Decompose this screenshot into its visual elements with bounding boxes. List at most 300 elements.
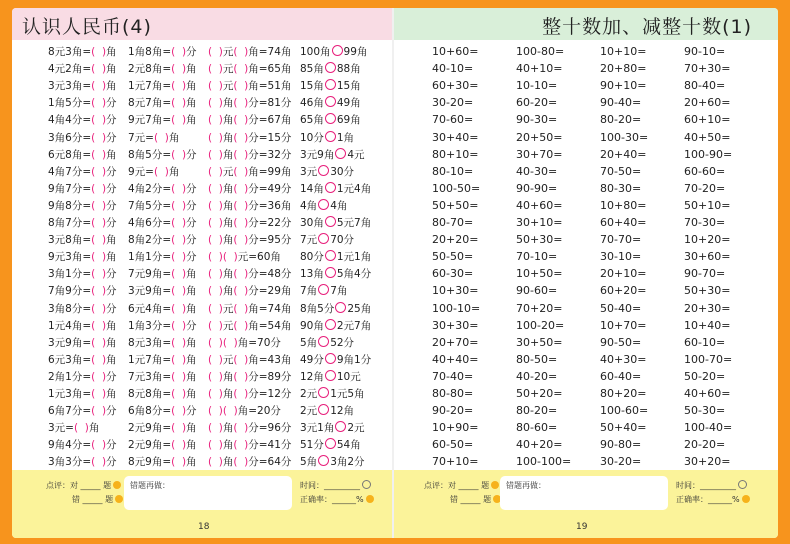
compare-circle-blank[interactable] [332, 45, 343, 56]
left-exercise-cell[interactable]: 15角 15角 [300, 80, 361, 93]
right-exercise-cell[interactable]: 30+10= [516, 216, 563, 229]
right-exercise-cell[interactable]: 100-70= [684, 352, 733, 366]
left-exercise-cell[interactable]: ( )( )角=20分 [208, 405, 281, 418]
right-exercise-cell[interactable]: 10+80= [600, 198, 647, 212]
answer-blank[interactable]: ( ) [233, 234, 249, 247]
answer-blank[interactable]: ( ) [171, 217, 187, 229]
answer-blank[interactable]: ( ) [171, 388, 187, 400]
left-exercise-cell[interactable]: 7元3角=( )角 [128, 370, 197, 383]
answer-blank[interactable]: ( ) [208, 422, 223, 435]
answer-blank[interactable]: ( ) [91, 405, 107, 418]
left-exercise-cell[interactable]: 7角5分=( )分 [128, 199, 197, 212]
left-exercise-cell[interactable]: 6角8分=( )分 [128, 405, 197, 418]
answer-blank[interactable]: ( ) [233, 114, 249, 127]
left-exercise-cell[interactable]: 3元9角=( )角 [48, 336, 117, 349]
right-exercise-cell[interactable]: 30-20= [600, 455, 642, 469]
left-exercise-cell[interactable]: 3角3分=( )分 [48, 456, 117, 469]
left-exercise-cell[interactable]: 4角4分=( )分 [48, 114, 117, 127]
left-exercise-cell[interactable]: 49分 9角1分 [300, 353, 372, 366]
answer-blank[interactable]: ( ) [171, 234, 187, 247]
left-exercise-cell[interactable]: 8元9角=( )角 [128, 456, 197, 469]
answer-blank[interactable]: ( ) [208, 439, 223, 452]
left-exercise-cell[interactable]: ( )角( )分=96分 [208, 422, 292, 435]
left-exercise-cell[interactable]: 46角 49角 [300, 97, 361, 110]
right-exercise-cell[interactable]: 40+20= [516, 438, 563, 452]
left-redo-box[interactable]: 错题再做： [124, 476, 292, 510]
left-exercise-cell[interactable]: ( )角( )分=81分 [208, 97, 292, 110]
answer-blank[interactable]: ( ) [91, 251, 107, 264]
answer-blank[interactable]: ( ) [171, 405, 187, 418]
answer-blank[interactable]: ( ) [233, 302, 249, 315]
right-exercise-cell[interactable]: 10-10= [516, 79, 558, 93]
left-exercise-cell[interactable]: 8元3角=( )角 [128, 336, 197, 349]
right-exercise-cell[interactable]: 60+30= [432, 79, 479, 93]
right-exercise-cell[interactable]: 60-60= [684, 164, 726, 178]
left-exercise-cell[interactable]: 3元=( )角 [48, 422, 100, 435]
answer-blank[interactable]: ( ) [91, 302, 107, 315]
left-exercise-cell[interactable]: ( )元( )角=74角 [208, 46, 292, 58]
answer-blank[interactable]: ( ) [233, 148, 249, 161]
right-exercise-cell[interactable]: 80-40= [684, 79, 726, 93]
left-exercise-cell[interactable]: 7元9角=( )角 [128, 268, 197, 281]
right-exercise-cell[interactable]: 40-20= [516, 369, 558, 383]
answer-blank[interactable]: ( ) [208, 199, 223, 212]
right-exercise-cell[interactable]: 40+10= [516, 62, 563, 76]
left-exercise-cell[interactable]: 9元3角=( )角 [48, 251, 117, 264]
left-exercise-cell[interactable]: ( )角( )分=15分 [208, 131, 292, 144]
right-exercise-cell[interactable]: 100-30= [600, 130, 649, 144]
left-exercise-cell[interactable]: 2元9角=( )角 [128, 422, 197, 435]
left-exercise-cell[interactable]: ( )角( )分=48分 [208, 268, 292, 281]
right-exercise-cell[interactable]: 90-10= [684, 45, 726, 58]
answer-blank[interactable]: ( ) [208, 63, 223, 76]
right-exercise-cell[interactable]: 90+10= [600, 79, 647, 93]
left-exercise-cell[interactable]: 4元2角=( )角 [48, 63, 117, 76]
right-exercise-cell[interactable]: 80-80= [432, 387, 474, 400]
answer-blank[interactable]: ( ) [171, 370, 187, 383]
right-exercise-cell[interactable]: 30+60= [684, 250, 731, 264]
right-exercise-cell[interactable]: 40+40= [432, 352, 479, 366]
left-exercise-cell[interactable]: 1元4角=( )角 [48, 319, 117, 332]
left-exercise-cell[interactable]: ( )元( )角=43角 [208, 353, 292, 366]
answer-blank[interactable]: ( ) [208, 251, 223, 264]
right-exercise-cell[interactable]: 80-50= [516, 352, 558, 366]
left-exercise-cell[interactable]: 4角6分=( )分 [128, 217, 197, 229]
answer-blank[interactable]: ( ) [91, 319, 107, 332]
left-exercise-cell[interactable]: 65角 69角 [300, 114, 361, 127]
right-exercise-cell[interactable]: 60-50= [432, 438, 474, 452]
left-exercise-cell[interactable]: 9角4分=( )分 [48, 439, 117, 452]
right-exercise-cell[interactable]: 70+30= [684, 62, 731, 76]
left-exercise-cell[interactable]: 9角7分=( )分 [48, 182, 117, 195]
compare-circle-blank[interactable] [325, 319, 336, 330]
left-exercise-cell[interactable]: ( )角( )分=29角 [208, 285, 292, 298]
left-exercise-cell[interactable]: 30角 5元7角 [300, 217, 372, 229]
right-exercise-cell[interactable]: 10+60= [432, 45, 479, 58]
left-exercise-cell[interactable]: 4角 4角 [300, 199, 348, 212]
answer-blank[interactable]: ( ) [91, 182, 107, 195]
right-exercise-cell[interactable]: 60-20= [516, 96, 558, 110]
compare-circle-blank[interactable] [335, 302, 346, 313]
right-exercise-cell[interactable]: 30+40= [432, 130, 479, 144]
left-exercise-cell[interactable]: 3元9角=( )角 [128, 285, 197, 298]
left-exercise-cell[interactable]: 6角7分=( )分 [48, 405, 117, 418]
left-exercise-cell[interactable]: 1角3分=( )分 [128, 319, 197, 332]
right-exercise-cell[interactable]: 30+20= [684, 455, 731, 469]
answer-blank[interactable]: ( ) [233, 63, 249, 76]
answer-blank[interactable]: ( ) [208, 182, 223, 195]
compare-circle-blank[interactable] [335, 421, 346, 432]
left-exercise-cell[interactable]: 3角8分=( )分 [48, 302, 117, 315]
compare-circle-blank[interactable] [318, 165, 329, 176]
right-exercise-cell[interactable]: 70-30= [684, 216, 726, 229]
answer-blank[interactable]: ( ) [208, 46, 223, 58]
left-exercise-cell[interactable]: 6元8角=( )角 [48, 148, 117, 161]
right-exercise-cell[interactable]: 40-30= [516, 164, 558, 178]
answer-blank[interactable]: ( ) [91, 456, 107, 469]
right-exercise-cell[interactable]: 50+30= [684, 284, 731, 298]
left-exercise-cell[interactable]: ( )角( )分=67角 [208, 114, 292, 127]
right-exercise-cell[interactable]: 90-90= [516, 181, 558, 195]
left-exercise-cell[interactable]: 9角8分=( )分 [48, 199, 117, 212]
answer-blank[interactable]: ( ) [233, 285, 249, 298]
left-exercise-cell[interactable]: 1元3角=( )角 [48, 388, 117, 400]
left-exercise-cell[interactable]: 3角1分=( )分 [48, 268, 117, 281]
answer-blank[interactable]: ( ) [171, 456, 187, 469]
answer-blank[interactable]: ( ) [91, 268, 107, 281]
left-exercise-cell[interactable]: 7元=( )角 [128, 131, 180, 144]
right-exercise-cell[interactable]: 100-60= [600, 404, 649, 418]
right-exercise-cell[interactable]: 30-10= [600, 250, 642, 264]
answer-blank[interactable]: ( ) [91, 46, 107, 58]
left-exercise-cell[interactable]: 8元3角=( )角 [48, 46, 117, 58]
left-exercise-cell[interactable]: ( )元( )角=65角 [208, 63, 292, 76]
right-exercise-cell[interactable]: 40-10= [432, 62, 474, 76]
right-exercise-cell[interactable]: 40+60= [684, 387, 731, 400]
left-exercise-cell[interactable]: 6元4角=( )角 [128, 302, 197, 315]
answer-blank[interactable]: ( ) [208, 388, 223, 400]
left-exercise-cell[interactable]: 2元9角=( )角 [128, 439, 197, 452]
right-exercise-cell[interactable]: 40+60= [516, 198, 563, 212]
right-redo-box[interactable]: 错题再做： [500, 476, 668, 510]
left-exercise-cell[interactable]: 8元8角=( )角 [128, 388, 197, 400]
compare-circle-blank[interactable] [325, 353, 336, 364]
left-exercise-cell[interactable]: 2角1分=( )分 [48, 370, 117, 383]
right-exercise-cell[interactable]: 80-60= [516, 421, 558, 435]
right-exercise-cell[interactable]: 70-50= [600, 164, 642, 178]
left-exercise-cell[interactable]: 1角8角=( )分 [128, 46, 197, 58]
answer-blank[interactable]: ( ) [208, 336, 223, 349]
answer-blank[interactable]: ( ) [91, 165, 107, 178]
answer-blank[interactable]: ( ) [91, 285, 107, 298]
right-exercise-cell[interactable]: 90-30= [516, 113, 558, 127]
answer-blank[interactable]: ( ) [208, 80, 223, 93]
answer-blank[interactable]: ( ) [171, 63, 187, 76]
right-exercise-cell[interactable]: 100-20= [516, 318, 565, 332]
left-exercise-cell[interactable]: ( )角( )分=64分 [208, 456, 292, 469]
left-exercise-cell[interactable]: 90角 2元7角 [300, 319, 372, 332]
right-exercise-cell[interactable]: 90-80= [600, 438, 642, 452]
left-exercise-cell[interactable]: ( )元( )角=51角 [208, 80, 292, 93]
left-exercise-cell[interactable]: 6元3角=( )角 [48, 353, 117, 366]
right-exercise-cell[interactable]: 60+20= [600, 284, 647, 298]
answer-blank[interactable]: ( ) [171, 46, 187, 58]
left-exercise-cell[interactable]: 8角7分=( )分 [48, 217, 117, 229]
answer-blank[interactable]: ( ) [171, 422, 187, 435]
answer-blank[interactable]: ( ) [171, 148, 187, 161]
right-exercise-cell[interactable]: 90-40= [600, 96, 642, 110]
answer-blank[interactable]: ( ) [91, 148, 107, 161]
answer-blank[interactable]: ( ) [91, 97, 107, 110]
compare-circle-blank[interactable] [325, 438, 336, 449]
right-exercise-cell[interactable]: 20+40= [600, 147, 647, 161]
left-exercise-cell[interactable]: 2元 1元5角 [300, 388, 365, 400]
answer-blank[interactable]: ( ) [208, 148, 223, 161]
left-exercise-cell[interactable]: ( )角( )分=36角 [208, 199, 292, 212]
answer-blank[interactable]: ( ) [233, 80, 249, 93]
answer-blank[interactable]: ( ) [171, 336, 187, 349]
right-exercise-cell[interactable]: 100-100= [516, 455, 572, 469]
right-exercise-cell[interactable]: 10+70= [600, 318, 647, 332]
right-exercise-cell[interactable]: 70-10= [516, 250, 558, 264]
right-exercise-cell[interactable]: 100-80= [516, 45, 565, 58]
right-exercise-cell[interactable]: 30+70= [516, 147, 563, 161]
answer-blank[interactable]: ( ) [233, 268, 249, 281]
answer-blank[interactable]: ( ) [91, 63, 107, 76]
answer-blank[interactable]: ( ) [233, 131, 249, 144]
answer-blank[interactable]: ( ) [208, 131, 223, 144]
right-exercise-cell[interactable]: 90-50= [600, 335, 642, 349]
answer-blank[interactable]: ( ) [233, 370, 249, 383]
right-exercise-cell[interactable]: 90-60= [516, 284, 558, 298]
answer-blank[interactable]: ( ) [233, 353, 249, 366]
answer-blank[interactable]: ( ) [171, 285, 187, 298]
compare-circle-blank[interactable] [325, 216, 336, 227]
compare-circle-blank[interactable] [318, 387, 329, 398]
answer-blank[interactable]: ( ) [153, 131, 169, 144]
right-exercise-cell[interactable]: 20-20= [684, 438, 726, 452]
answer-blank[interactable]: ( ) [233, 46, 249, 58]
right-exercise-cell[interactable]: 50+40= [600, 421, 647, 435]
right-exercise-cell[interactable]: 10+90= [432, 421, 479, 435]
answer-blank[interactable]: ( ) [208, 217, 223, 229]
left-exercise-cell[interactable]: 3角6分=( )分 [48, 131, 117, 144]
right-exercise-cell[interactable]: 30-20= [432, 96, 474, 110]
answer-blank[interactable]: ( ) [171, 251, 187, 264]
answer-blank[interactable]: ( ) [91, 131, 107, 144]
right-exercise-cell[interactable]: 70-40= [432, 369, 474, 383]
compare-circle-blank[interactable] [335, 148, 346, 159]
compare-circle-blank[interactable] [325, 113, 336, 124]
answer-blank[interactable]: ( ) [91, 199, 107, 212]
right-exercise-cell[interactable]: 80-70= [432, 216, 474, 229]
compare-circle-blank[interactable] [325, 62, 336, 73]
right-exercise-cell[interactable]: 90-70= [684, 267, 726, 281]
left-exercise-cell[interactable]: ( )( )元=60角 [208, 251, 281, 264]
answer-blank[interactable]: ( ) [233, 422, 249, 435]
left-exercise-cell[interactable]: 3元 30分 [300, 165, 355, 178]
left-exercise-cell[interactable]: 85角 88角 [300, 63, 361, 76]
right-exercise-cell[interactable]: 90-20= [432, 404, 474, 418]
left-exercise-cell[interactable]: 8元7角=( )角 [128, 97, 197, 110]
answer-blank[interactable]: ( ) [208, 268, 223, 281]
answer-blank[interactable]: ( ) [222, 336, 238, 349]
right-exercise-cell[interactable]: 80+20= [600, 387, 647, 400]
answer-blank[interactable]: ( ) [91, 439, 107, 452]
right-exercise-cell[interactable]: 20+80= [600, 62, 647, 76]
answer-blank[interactable]: ( ) [208, 165, 223, 178]
right-exercise-cell[interactable]: 10+50= [516, 267, 563, 281]
left-exercise-cell[interactable]: 1元7角=( )角 [128, 353, 197, 366]
left-exercise-cell[interactable]: 3元8角=( )角 [48, 234, 117, 247]
left-exercise-cell[interactable]: 2元 12角 [300, 405, 355, 418]
right-exercise-cell[interactable]: 10+30= [432, 284, 479, 298]
right-exercise-cell[interactable]: 80+10= [432, 147, 479, 161]
right-exercise-cell[interactable]: 60+10= [684, 113, 731, 127]
right-exercise-cell[interactable]: 80-20= [516, 404, 558, 418]
compare-circle-blank[interactable] [318, 336, 329, 347]
left-exercise-cell[interactable]: 8角5分=( )分 [128, 148, 197, 161]
right-exercise-cell[interactable]: 50-40= [600, 301, 642, 315]
left-exercise-cell[interactable]: 8角5分 25角 [300, 302, 372, 315]
left-exercise-cell[interactable]: ( )( )角=70分 [208, 336, 281, 349]
answer-blank[interactable]: ( ) [208, 302, 223, 315]
answer-blank[interactable]: ( ) [233, 388, 249, 400]
right-exercise-cell[interactable]: 80-30= [600, 181, 642, 195]
answer-blank[interactable]: ( ) [208, 234, 223, 247]
right-exercise-cell[interactable]: 20+10= [600, 267, 647, 281]
left-exercise-cell[interactable]: 4角2分=( )分 [128, 182, 197, 195]
compare-circle-blank[interactable] [325, 131, 336, 142]
answer-blank[interactable]: ( ) [153, 165, 169, 178]
right-exercise-cell[interactable]: 50-50= [432, 250, 474, 264]
answer-blank[interactable]: ( ) [171, 319, 187, 332]
answer-blank[interactable]: ( ) [208, 456, 223, 469]
right-exercise-cell[interactable]: 10+40= [684, 318, 731, 332]
right-exercise-cell[interactable]: 20+60= [684, 96, 731, 110]
answer-blank[interactable]: ( ) [222, 251, 238, 264]
answer-blank[interactable]: ( ) [73, 422, 89, 435]
answer-blank[interactable]: ( ) [171, 80, 187, 93]
left-exercise-cell[interactable]: 7元 70分 [300, 234, 355, 247]
left-exercise-cell[interactable]: 51分 54角 [300, 439, 361, 452]
answer-blank[interactable]: ( ) [208, 97, 223, 110]
right-exercise-cell[interactable]: 60-30= [432, 267, 474, 281]
left-exercise-cell[interactable]: 8角2分=( )分 [128, 234, 197, 247]
right-exercise-cell[interactable]: 50-20= [684, 369, 726, 383]
right-exercise-cell[interactable]: 20+50= [516, 130, 563, 144]
compare-circle-blank[interactable] [318, 233, 329, 244]
left-exercise-cell[interactable]: 10分 1角 [300, 131, 355, 144]
left-exercise-cell[interactable]: 5角 3角2分 [300, 456, 365, 469]
answer-blank[interactable]: ( ) [91, 336, 107, 349]
answer-blank[interactable]: ( ) [171, 182, 187, 195]
answer-blank[interactable]: ( ) [208, 285, 223, 298]
left-exercise-cell[interactable]: ( )角( )分=41分 [208, 439, 292, 452]
left-exercise-cell[interactable]: 13角 5角4分 [300, 268, 372, 281]
left-exercise-cell[interactable]: 1角1分=( )分 [128, 251, 197, 264]
left-exercise-cell[interactable]: ( )元( )角=54角 [208, 319, 292, 332]
left-exercise-cell[interactable]: ( )角( )分=12分 [208, 388, 292, 400]
answer-blank[interactable]: ( ) [171, 353, 187, 366]
answer-blank[interactable]: ( ) [233, 182, 249, 195]
answer-blank[interactable]: ( ) [171, 199, 187, 212]
answer-blank[interactable]: ( ) [233, 456, 249, 469]
right-exercise-cell[interactable]: 50+30= [516, 233, 563, 247]
answer-blank[interactable]: ( ) [208, 405, 223, 418]
right-exercise-cell[interactable]: 60-10= [684, 335, 726, 349]
right-exercise-cell[interactable]: 60-40= [600, 369, 642, 383]
answer-blank[interactable]: ( ) [171, 114, 187, 127]
right-exercise-cell[interactable]: 10+10= [600, 45, 647, 58]
right-exercise-cell[interactable]: 50+20= [516, 387, 563, 400]
right-exercise-cell[interactable]: 100-50= [432, 181, 481, 195]
answer-blank[interactable]: ( ) [222, 405, 238, 418]
right-exercise-cell[interactable]: 50-30= [684, 404, 726, 418]
answer-blank[interactable]: ( ) [233, 217, 249, 229]
left-exercise-cell[interactable]: ( )元( )角=99角 [208, 165, 292, 178]
compare-circle-blank[interactable] [318, 455, 329, 466]
right-exercise-cell[interactable]: 30+30= [432, 318, 479, 332]
left-exercise-cell[interactable]: 80分 1元1角 [300, 251, 372, 264]
right-exercise-cell[interactable]: 50+10= [684, 198, 731, 212]
left-exercise-cell[interactable]: 5角 52分 [300, 336, 355, 349]
right-exercise-cell[interactable]: 70-20= [684, 181, 726, 195]
right-exercise-cell[interactable]: 70-70= [600, 233, 642, 247]
answer-blank[interactable]: ( ) [233, 97, 249, 110]
left-exercise-cell[interactable]: ( )角( )分=32分 [208, 148, 292, 161]
compare-circle-blank[interactable] [325, 79, 336, 90]
right-exercise-cell[interactable]: 40+30= [600, 352, 647, 366]
answer-blank[interactable]: ( ) [233, 199, 249, 212]
left-exercise-cell[interactable]: 3元3角=( )角 [48, 80, 117, 93]
left-exercise-cell[interactable]: 3元1角 2元 [300, 422, 365, 435]
right-exercise-cell[interactable]: 70-60= [432, 113, 474, 127]
compare-circle-blank[interactable] [325, 96, 336, 107]
answer-blank[interactable]: ( ) [208, 319, 223, 332]
right-exercise-cell[interactable]: 10+20= [684, 233, 731, 247]
right-exercise-cell[interactable]: 100-90= [684, 147, 733, 161]
left-exercise-cell[interactable]: 4角7分=( )分 [48, 165, 117, 178]
answer-blank[interactable]: ( ) [91, 217, 107, 229]
left-exercise-cell[interactable]: ( )角( )分=49分 [208, 182, 292, 195]
answer-blank[interactable]: ( ) [91, 388, 107, 400]
compare-circle-blank[interactable] [325, 250, 336, 261]
answer-blank[interactable]: ( ) [208, 114, 223, 127]
right-exercise-cell[interactable]: 50+50= [432, 198, 479, 212]
compare-circle-blank[interactable] [318, 284, 329, 295]
right-exercise-cell[interactable]: 20+20= [432, 233, 479, 247]
right-exercise-cell[interactable]: 70+20= [516, 301, 563, 315]
right-exercise-cell[interactable]: 80-10= [432, 164, 474, 178]
answer-blank[interactable]: ( ) [91, 80, 107, 93]
compare-circle-blank[interactable] [325, 370, 336, 381]
right-exercise-cell[interactable]: 100-40= [684, 421, 733, 435]
compare-circle-blank[interactable] [318, 404, 329, 415]
left-exercise-cell[interactable]: 9元7角=( )角 [128, 114, 197, 127]
right-exercise-cell[interactable]: 70+10= [432, 455, 479, 469]
answer-blank[interactable]: ( ) [233, 439, 249, 452]
compare-circle-blank[interactable] [318, 199, 329, 210]
right-exercise-cell[interactable]: 100-10= [432, 301, 481, 315]
right-exercise-cell[interactable]: 40+50= [684, 130, 731, 144]
answer-blank[interactable]: ( ) [233, 165, 249, 178]
left-exercise-cell[interactable]: ( )元( )角=74角 [208, 302, 292, 315]
left-exercise-cell[interactable]: 12角 10元 [300, 370, 361, 383]
right-exercise-cell[interactable]: 60+40= [600, 216, 647, 229]
answer-blank[interactable]: ( ) [233, 319, 249, 332]
answer-blank[interactable]: ( ) [91, 353, 107, 366]
